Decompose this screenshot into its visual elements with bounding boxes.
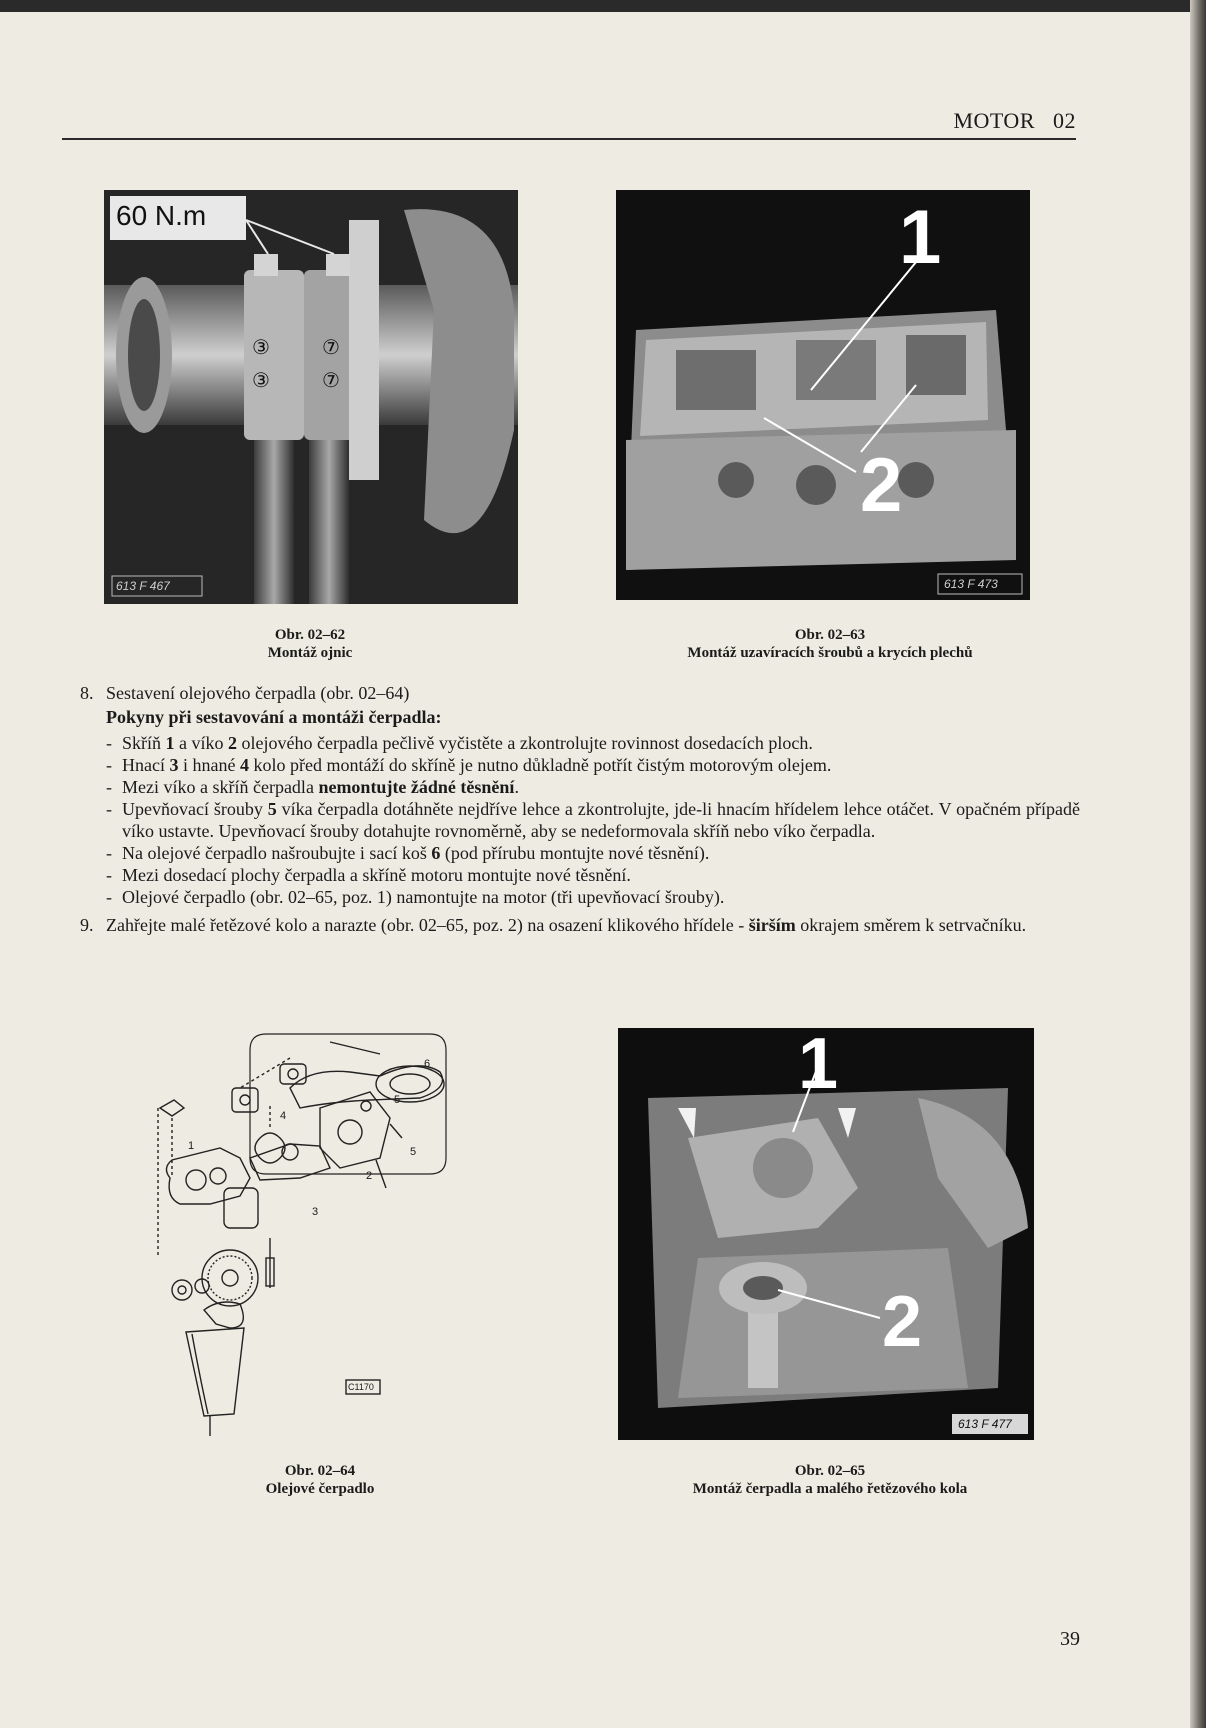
instructions-body — [80, 682, 1080, 936]
figure-number: Obr. 02–65 — [794, 1463, 866, 1479]
part-label-1: 1 — [188, 1140, 195, 1152]
bullet-item: - Skříň 1 a víko 2 olejového čerpadla pečlivě vyčistěte a zkontrolujte rovinnost dosedacích ploch. — [106, 733, 813, 753]
figure-02-62-photo — [104, 190, 518, 604]
callout-2: 2 — [860, 443, 903, 528]
bullet-text: Olejové čerpadlo (obr. 02–65, poz. 1) namontujte na motor (tři upevňovací šrouby). — [122, 887, 725, 907]
step-8-subheading: Pokyny při sestavování a montáži čerpadla: — [106, 707, 442, 727]
part-ref: 2 — [228, 733, 238, 753]
part-ref: 3 — [169, 755, 179, 775]
page-binding-edge — [1190, 0, 1206, 1728]
part-ref: 4 — [239, 755, 249, 775]
figure-02-65-photo — [618, 1028, 1034, 1440]
bullet-text: . — [514, 777, 519, 797]
figure-number: Obr. 02–64 — [284, 1463, 356, 1479]
bullet-text: Na olejové čerpadlo našroubujte i sací koš — [122, 843, 432, 863]
header-chapter-number: 02 — [1053, 108, 1076, 133]
rod-mark-4: ⑦ — [322, 368, 340, 392]
oil-pump-exploded-illustration — [140, 1028, 450, 1438]
figure-02-64-caption — [190, 1462, 450, 1498]
header-section: MOTOR — [953, 108, 1035, 133]
bullet-text: víka čerpadla dotáhněte nejdříve lehce a zkontrolujte, jde-li hnacím hřídelem lehce otáčet. V opačném případě víko ustavte. Upevňovací šrouby dotahujte rovnoměrně, aby se nedeformovala skříň nebo víko čerpadla. — [122, 799, 1081, 841]
bullet-text: olejového čerpadla pečlivě vyčistěte a zkontrolujte rovinnost dosedacích ploch. — [237, 733, 813, 753]
bullet-text: Hnací — [122, 755, 170, 775]
step-9 — [80, 914, 1080, 936]
part-label-5a: 5 — [394, 1094, 401, 1106]
bullet-text: Skříň — [122, 733, 166, 753]
figure-title: Olejové čerpadlo — [265, 1481, 375, 1497]
connecting-rods-illustration — [104, 190, 518, 604]
figure-title: Montáž ojnic — [267, 645, 353, 661]
step-text: Zahřejte malé řetězové kolo a narazte (obr. 02–65, poz. 2) na osazení klikového hřídele - — [106, 915, 749, 935]
part-label-5b: 5 — [410, 1146, 417, 1158]
step-8-bullets — [80, 732, 1080, 908]
step-text: okrajem směrem k setrvačníku. — [795, 915, 1027, 935]
figure-title: Montáž uzavíracích šroubů a krycích plechů — [687, 645, 973, 661]
callout-2: 2 — [882, 1282, 923, 1362]
page-number: 39 — [1060, 1628, 1080, 1650]
figure-code: C1170 — [348, 1382, 374, 1392]
bullet-item: - Na olejové čerpadlo našroubujte i sací koš 6 (pod přírubu montujte nové těsnění). — [106, 843, 710, 863]
figure-title: Montáž čerpadla a malého řetězového kola — [692, 1481, 968, 1497]
header-rule — [62, 138, 1076, 140]
step-8 — [80, 682, 1080, 704]
bullet-item: - Hnací 3 i hnané 4 kolo před montáží do skříně je nutno důkladně potřít čistým motorovým olejem. — [106, 755, 832, 775]
step-number: 8. — [80, 683, 94, 703]
part-label-2: 2 — [366, 1170, 373, 1182]
figure-02-62-caption — [190, 626, 430, 662]
bullet-text: Upevňovací šrouby — [122, 799, 268, 819]
bullet-text: (pod přírubu montujte nové těsnění). — [440, 843, 710, 863]
callout-1: 1 — [798, 1028, 839, 1104]
step-text: Sestavení olejového čerpadla (obr. 02–64) — [106, 683, 410, 703]
bullet-text: Mezi dosedací plochy čerpadla a skříně motoru montujte nové těsnění. — [122, 865, 631, 885]
emphasis: širším — [748, 915, 796, 935]
emphasis: nemontujte žádné těsnění — [318, 777, 515, 797]
rod-mark-1: ③ — [252, 335, 270, 359]
running-header — [860, 108, 1076, 134]
rod-mark-2: ③ — [252, 368, 270, 392]
page-top-band — [0, 0, 1206, 12]
figure-02-63-caption — [600, 626, 1060, 662]
bullet-item: - Upevňovací šrouby 5 víka čerpadla dotáhněte nejdříve lehce a zkontrolujte, jde-li hnacím hřídelem lehce otáčet. V opačném případě víko ustavte. Upevňovací šrouby dotahujte rovnoměrně, aby se nedeformovala skříň nebo víko čerpadla. — [106, 799, 1081, 841]
engine-block-top-illustration — [616, 190, 1030, 600]
step-number: 9. — [80, 915, 94, 935]
bullet-text: a víko — [174, 733, 229, 753]
figure-code: 613 F 467 — [116, 579, 170, 593]
figure-code: 613 F 473 — [944, 577, 998, 591]
bullet-item: - Mezi dosedací plochy čerpadla a skříně motoru montujte nové těsnění. — [106, 865, 631, 885]
callout-1: 1 — [899, 195, 942, 280]
figure-02-65-caption — [600, 1462, 1060, 1498]
figure-02-64-drawing — [140, 1028, 450, 1438]
torque-label: 60 N.m — [116, 200, 207, 231]
part-ref: 6 — [431, 843, 441, 863]
part-ref: 5 — [267, 799, 277, 819]
part-label-6: 6 — [424, 1058, 431, 1070]
part-label-3: 3 — [312, 1206, 319, 1218]
figure-number: Obr. 02–62 — [274, 627, 346, 643]
rod-mark-3: ⑦ — [322, 335, 340, 359]
figure-code: 613 F 477 — [958, 1417, 1012, 1431]
part-ref: 1 — [165, 733, 175, 753]
part-label-4: 4 — [280, 1110, 287, 1122]
bullet-item: - Mezi víko a skříň čerpadla nemontujte žádné těsnění. — [106, 777, 519, 797]
bullet-text: Mezi víko a skříň čerpadla — [122, 777, 319, 797]
bullet-text: kolo před montáží do skříně je nutno důkladně potřít čistým motorovým olejem. — [248, 755, 832, 775]
figure-02-63-photo — [616, 190, 1030, 600]
bullet-item: - Olejové čerpadlo (obr. 02–65, poz. 1) namontujte na motor (tři upevňovací šrouby). — [106, 887, 725, 907]
figure-number: Obr. 02–63 — [794, 627, 866, 643]
bullet-text: i hnané — [178, 755, 240, 775]
